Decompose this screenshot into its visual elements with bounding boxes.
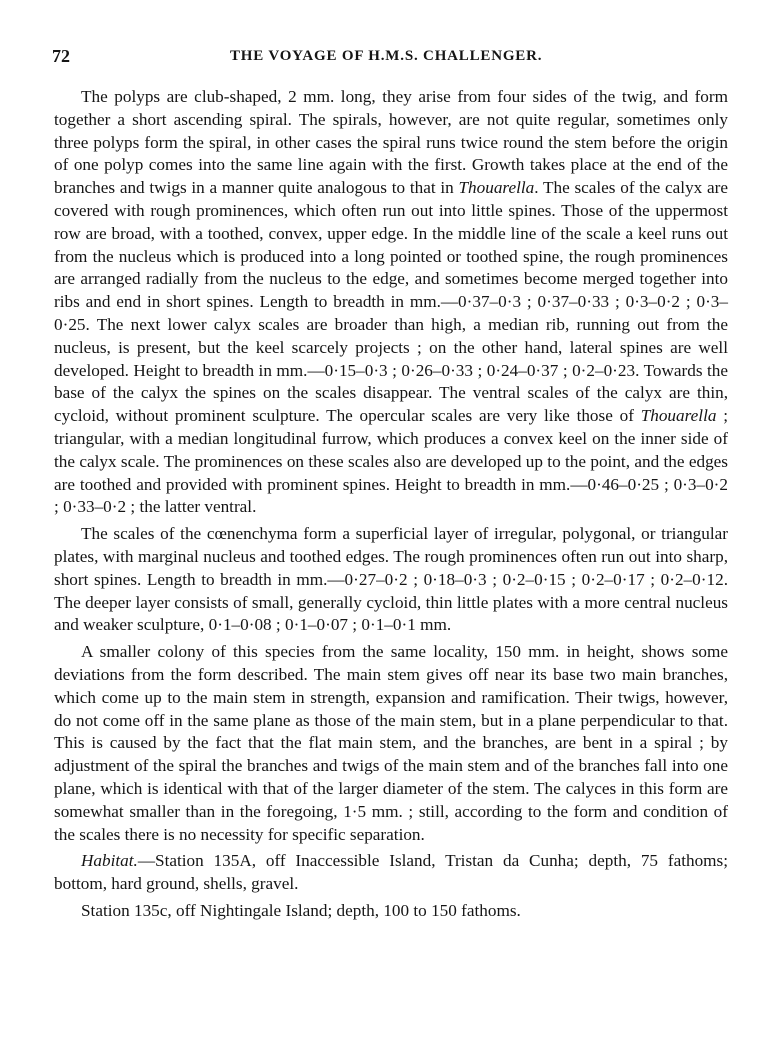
habitat-station-135c: Station 135c, off Nightingale Island; depth, 100 to 150 fathoms. (81, 900, 521, 920)
paragraph-calyx-description (54, 86, 728, 519)
text-run: . The scales of the calyx are covered with rough prominences, which often run out into little spines. Those of the uppermost row are broad, with a toothed, convex, upper edge. In the middle line of the scale a keel runs out from the nucleus which is produced into a long pointed or toothed spine, the rough prominences are arranged radially from the nucleus to the edge, and sometimes become merged together into ribs and end in short spines. Length to breadth in mm.—0·37–0·3 ; 0·37–0·33 ; 0·3–0·2 ; 0·3–0·25. The next lower calyx scales are broader than high, a median rib, running out from the nucleus, is present, but the keel scarcely projects ; on the other hand, lateral spines are well developed. Height to breadth in mm.—0·15–0·3 ; 0·26–0·33 ; 0·24–0·37 ; 0·2–0·23. Towards the base of the calyx the spines on the scales disappear. The ventral scales of the calyx are thin, cycloid, without prominent sculpture. The opercular scales are very like those of (54, 178, 729, 426)
text-run: The polyps are club-shaped, 2 mm. long, they arise from four sides of the twig, and form together a short ascending spiral. The spirals, however, are not quite regular, sometimes only three polyps form the spiral, in other cases the spiral runs twice round the stem before the origin of one polyp comes into the same line again with the first. Growth takes place at the end of the branches and twigs in a manner quite analogous to that in (54, 87, 728, 198)
paragraph-coenenchyma-scales (54, 523, 728, 637)
text-run: ; triangular, with a median longitudinal furrow, which produces a convex keel on the inner side of the calyx scale. The prominences on these scales also are developed up to the point, and the edges are toothed and provided with prominent spines. Height to breadth in mm.—0·46–0·25 ; 0·3–0·2 ; 0·33–0·2 ; the latter ventral. (54, 406, 728, 517)
text-run: The scales of the cœnenchyma form a superficial layer of irregular, polygonal, or triangular plates, with marginal nucleus and toothed edges. The rough prominences often run out into sharp, short spines. Length to breadth in mm.—0·27–0·2 ; 0·18–0·3 ; 0·2–0·15 ; 0·2–0·17 ; 0·2–0·12. The deeper layer consists of small, generally cycloid, thin little plates with a more central nucleus and weaker sculpture, 0·1–0·08 ; 0·1–0·07 ; 0·1–0·1 mm. (54, 524, 728, 635)
body-text (54, 86, 728, 923)
page-number: 72 (52, 46, 70, 66)
genus-name-thouarella: Thouarella (458, 178, 535, 198)
page-header (52, 46, 730, 68)
paragraph-station-135c (54, 900, 728, 923)
habitat-label: Habitat. (81, 851, 138, 871)
paragraph-smaller-colony (54, 641, 728, 846)
genus-name-thouarella: Thouarella (640, 406, 717, 426)
running-title: THE VOYAGE OF H.M.S. CHALLENGER. (230, 48, 543, 64)
habitat-station-135a: —Station 135A, off Inaccessible Island, Tristan da Cunha; depth, 75 fathoms; bottom, hard ground, shells, gravel. (54, 851, 728, 894)
text-run: A smaller colony of this species from the same locality, 150 mm. in height, shows some deviations from the form described. The main stem gives off near its base two main branches, which come up to the main stem in strength, expansion and ramification. Their twigs, however, do not come off in the same plane as those of the main stem, but in a plane perpendicular to that. This is caused by the fact that the flat main stem, and the branches, are bent in a spiral ; by adjustment of the spiral the branches and twigs of the main stem and of the branches fall into one plane, which is identical with that of the larger diameter of the stem. The calyces in this form are somewhat smaller than in the foregoing, 1·5 mm. ; still, according to the form and condition of the scales there is no necessity for specific separation. (54, 642, 728, 844)
paragraph-habitat (54, 850, 728, 896)
